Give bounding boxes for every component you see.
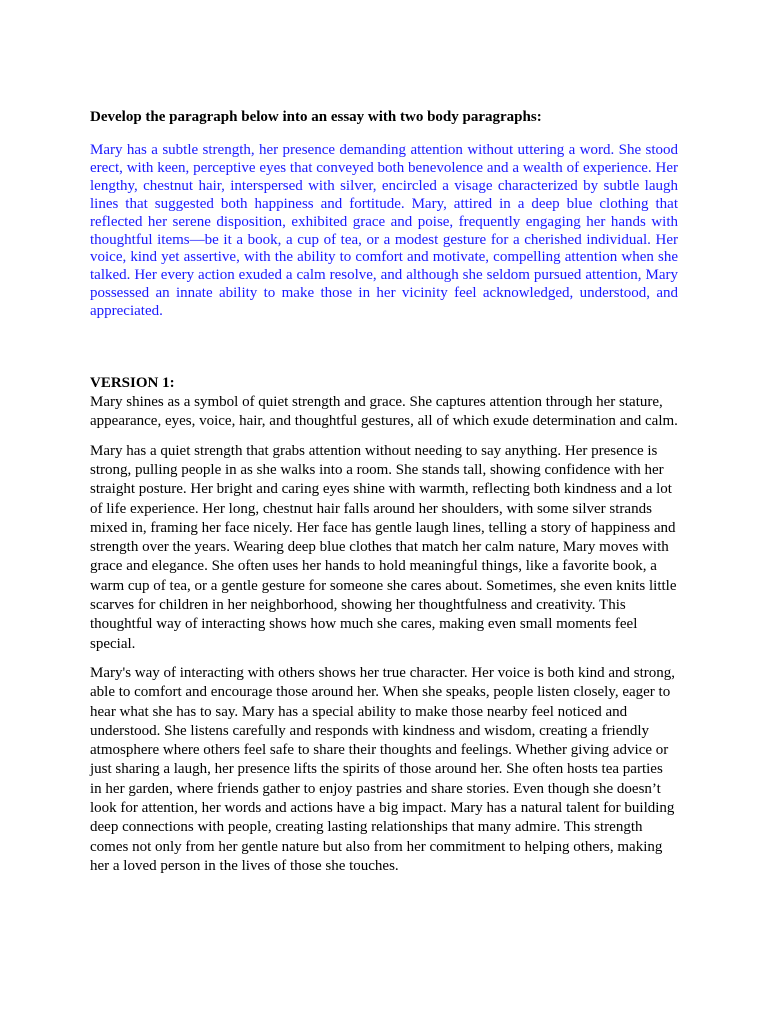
version-title: VERSION 1: [90, 375, 175, 392]
essay-paragraph-body-2: Mary's way of interacting with others shows her true character. Her voice is both kind and strong, able to comfort and encourage those around her. When she speaks, people listen closely, eager to hear what she has to say. Mary has a special ability to make those nearby feel noticed and understood. She listens carefully and responds with kindness and wisdom, creating a friendly atmosphere where others feel safe to share their thoughts and feelings. Whether giving advice or just sharing a laugh, her presence lifts the spirits of those around her. She often hosts tea parties in her garden, where friends gather to enjoy pastries and share stories. Even though she doesn’t look for attention, her words and actions have a big impact. Mary has a natural talent for building deep connections with people, creating lasting relationships that many admire. This strength comes not only from her gentle nature but also from her commitment to helping others, making her a loved person in the lives of those she touches. [90, 664, 676, 874]
document-heading: Develop the paragraph below into an essay with two body paragraphs: [90, 109, 542, 125]
essay-paragraph-body-1: Mary has a quiet strength that grabs attention without needing to say anything. Her presence is strong, pulling people in as she walks into a room. She stands tall, showing confidence with her straight posture. Her bright and caring eyes shine with warmth, reflecting both kindness and a lot of life experience. Her long, chestnut hair falls around her shoulders, with some silver strands mixed in, framing her face nicely. Her face has gentle laugh lines, telling a story of happiness and strength over the years. Wearing deep blue clothes that match her calm nature, Mary moves with grace and elegance. She often uses her hands to hold meaningful things, like a favorite book, a warm cup of tea, or a gentle gesture for someone she cares about. Sometimes, she even knits little scarves for children in her neighborhood, showing her thoughtfulness and creativity. This thoughtful way of interacting shows how much she cares, making even small moments feel special. [90, 442, 677, 652]
document-page [90, 108, 678, 886]
essay-paragraph-intro: Mary shines as a symbol of quiet strength and grace. She captures attention through her stature, appearance, eyes, voice, hair, and thoughtful gestures, all of which exude determination and calm. [90, 394, 678, 430]
prompt-paragraph: Mary has a subtle strength, her presence demanding attention without uttering a word. She stood erect, with keen, perceptive eyes that conveyed both benevolence and a wealth of experience. Her lengthy, chestnut hair, interspersed with silver, encircled a visage characterized by subtle laugh lines that suggested both happiness and fortitude. Mary, attired in a deep blue clothing that reflected her serene disposition, exhibited grace and poise, frequently engaging her hands with thoughtful items—be it a book, a cup of tea, or a modest gesture for a cherished individual. Her voice, kind yet assertive, with the ability to comfort and motivate, compelling attention when she talked. Her every action exuded a calm resolve, and although she seldom pursued attention, Mary possessed an innate ability to make those in her vicinity feel acknowledged, understood, and appreciated. [90, 142, 678, 320]
